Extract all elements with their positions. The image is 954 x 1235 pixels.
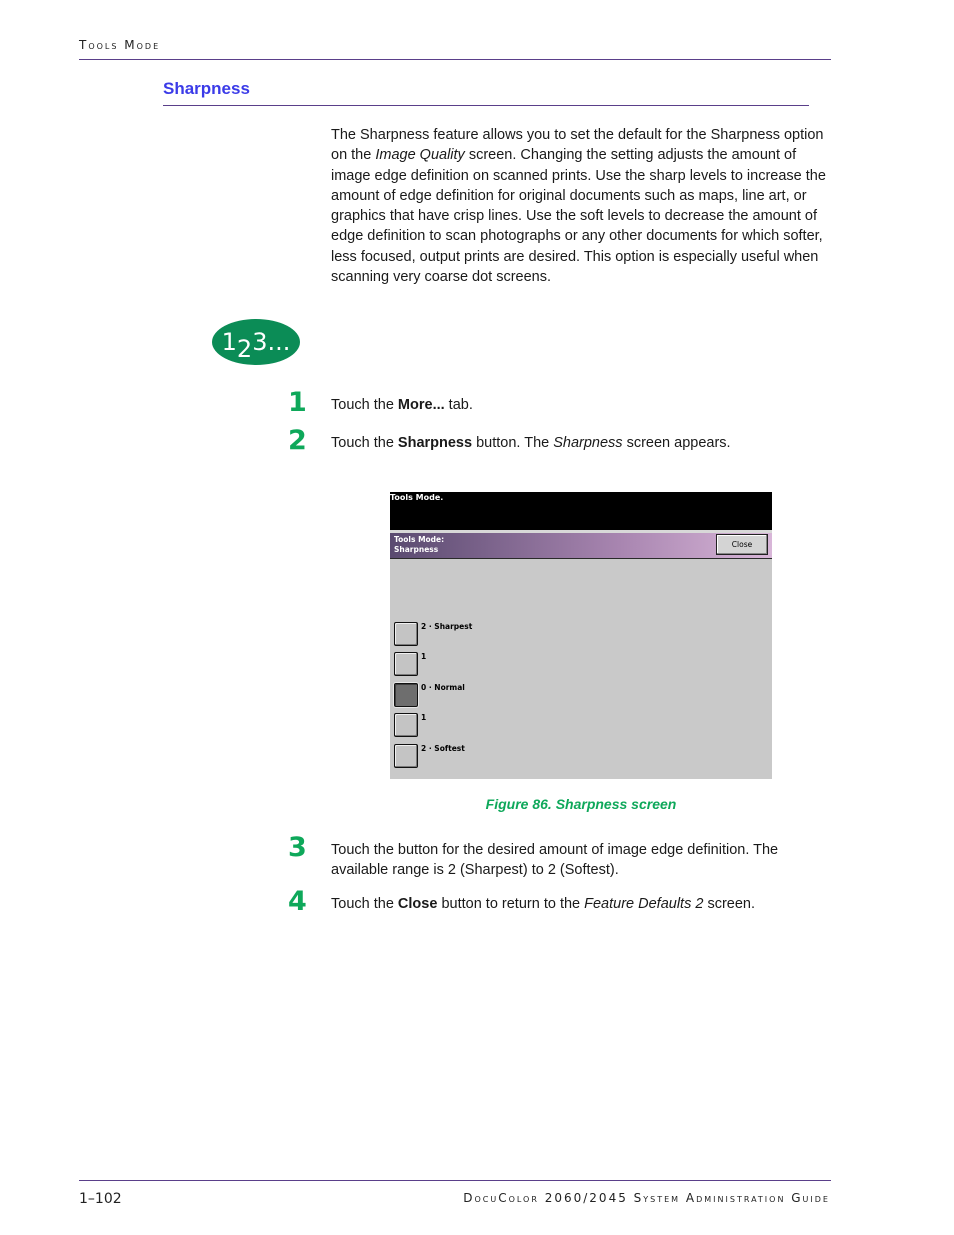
step-text: Touch the Sharpness button. The Sharpness screen appears. xyxy=(331,435,731,451)
screen-title: Tools Mode. xyxy=(390,493,444,502)
section-rule xyxy=(163,105,809,106)
step-number: 2 xyxy=(288,425,307,456)
figure-caption: Figure 86. Sharpness screen xyxy=(485,796,677,812)
guide-title: DocuColor 2060/2045 System Administration Guide xyxy=(463,1191,830,1205)
close-button[interactable]: Close xyxy=(716,534,768,555)
sharpness-option-button[interactable] xyxy=(394,652,418,676)
sharpness-option-label: 1 xyxy=(421,652,427,661)
step-number: 3 xyxy=(288,832,307,863)
header-rule xyxy=(79,59,831,60)
page-number: 1–102 xyxy=(79,1191,122,1207)
running-header: Tools Mode xyxy=(79,38,161,52)
step-number: 4 xyxy=(288,886,307,917)
sharpness-option-button[interactable] xyxy=(394,622,418,646)
sharpness-option-button[interactable] xyxy=(394,683,418,707)
step-number: 1 xyxy=(288,387,307,418)
step-text: Touch the Close button to return to the Feature Defaults 2 screen. xyxy=(331,896,756,912)
intro-paragraph: The Sharpness feature allows you to set the default for the Sharpness option on the Image Quality screen. Changing the setting adjusts the amount of image edge definition on scanned prints. Use the sharp levels to increase the amount of edge definition for original documents such as maps, line art, or graphics that have crisp lines. Use the soft levels to decrease the amount of edge definition to scan photographs or any other documents for which softer, less focused, output prints are desired. This option is especially useful when scanning very coarse dot screens. xyxy=(331,127,826,286)
step-text: Touch the button for the desired amount of image edge definition. The available range is 2 (Sharpest) to 2 (Softest). xyxy=(331,842,779,879)
sharpness-option-label: 2 · Sharpest xyxy=(421,622,473,631)
procedure-icon: 1 2 3... xyxy=(212,319,300,365)
footer-rule xyxy=(79,1180,831,1181)
sharpness-screen-image xyxy=(390,492,772,779)
screen-header-text: Tools Mode: Sharpness xyxy=(394,535,445,554)
sharpness-option-button[interactable] xyxy=(394,713,418,737)
sharpness-option-button[interactable] xyxy=(394,744,418,768)
section-title: Sharpness xyxy=(163,79,250,98)
screen-title-bar xyxy=(390,492,772,530)
step-text: Touch the More... tab. xyxy=(331,397,473,413)
screen-header-band xyxy=(390,533,772,559)
sharpness-option-label: 2 · Softest xyxy=(421,744,465,753)
sharpness-option-label: 1 xyxy=(421,713,427,722)
sharpness-option-label: 0 · Normal xyxy=(421,683,465,692)
